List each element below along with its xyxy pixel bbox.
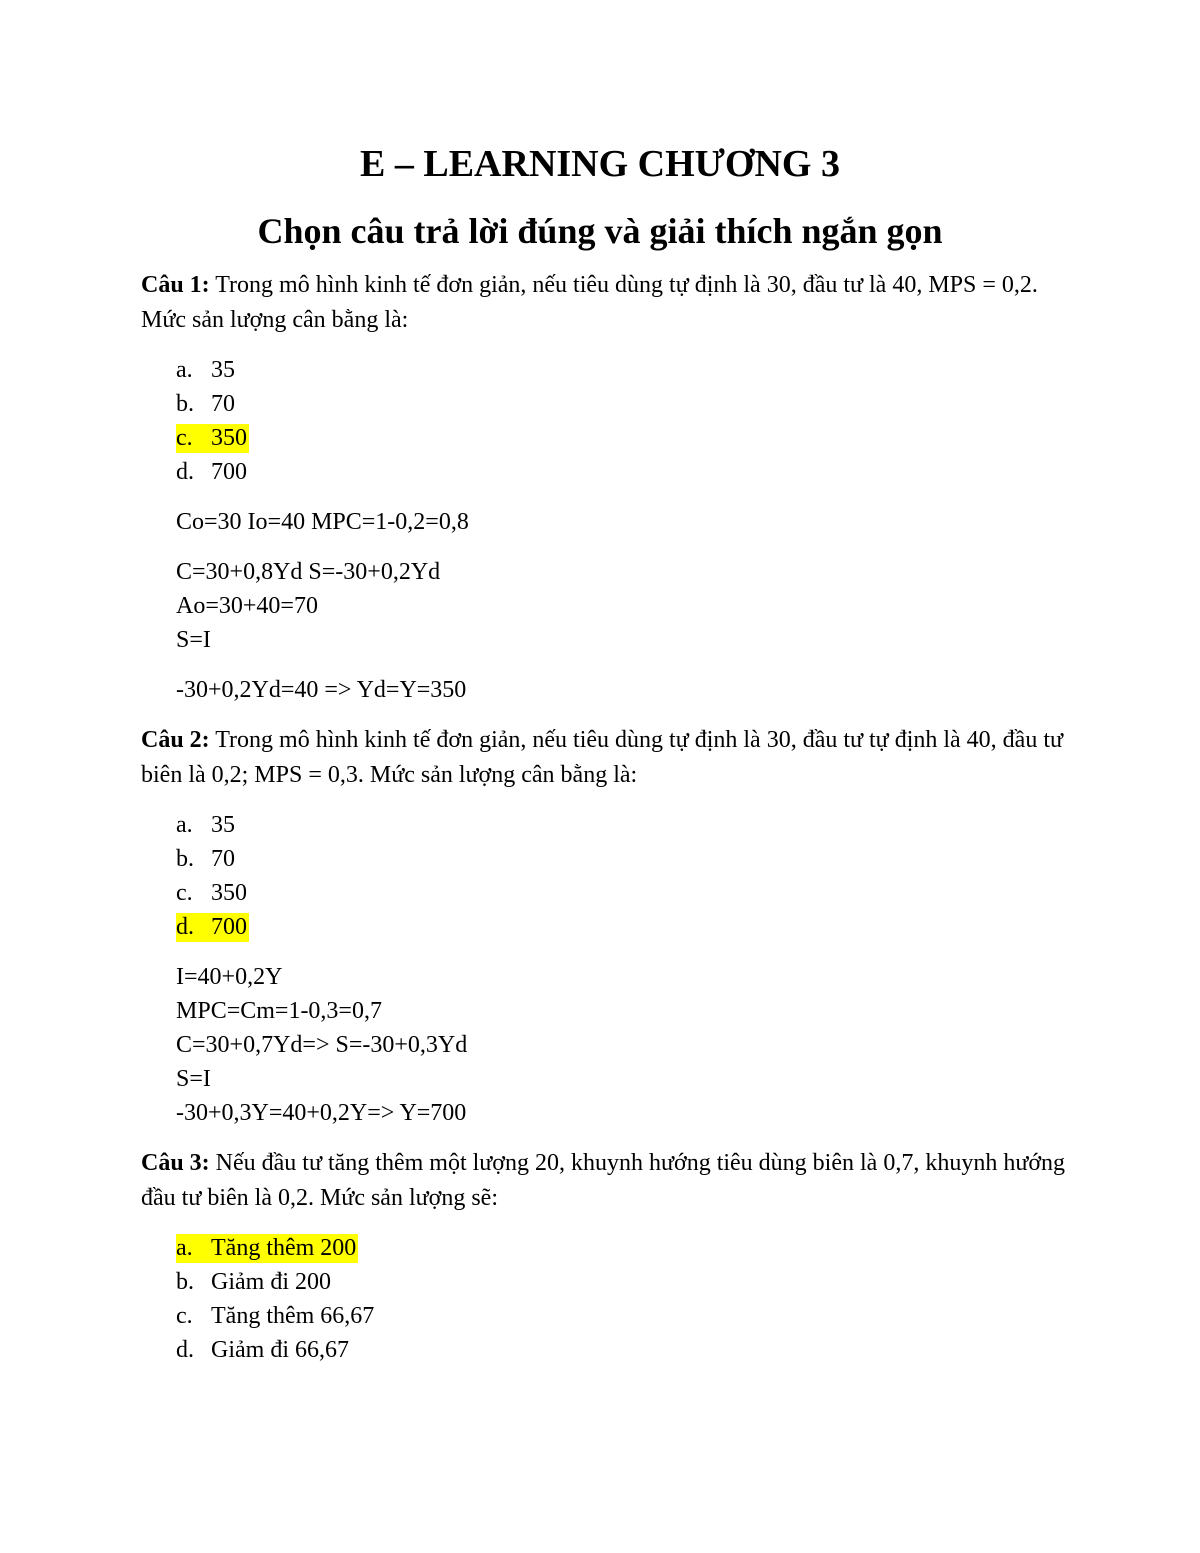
option-text: Giảm đi 200: [211, 1269, 331, 1295]
option-text: Tăng thêm 66,67: [211, 1303, 375, 1329]
option-letter: d.: [176, 1337, 194, 1363]
solution-line: Ao=30+40=70: [176, 593, 318, 619]
answer-option: [176, 1333, 1071, 1367]
highlighted-answer: [176, 913, 249, 942]
solution-block: [176, 555, 1071, 657]
answer-option: [176, 421, 1071, 455]
solution-block: [176, 673, 1071, 707]
answer-options: [141, 808, 1071, 944]
solution-line: -30+0,2Yd=40 => Yd=Y=350: [176, 677, 467, 703]
solution-line: I=40+0,2Y: [176, 964, 283, 990]
question-text: [141, 1146, 1071, 1216]
option-text: Tăng thêm 200: [211, 1235, 357, 1261]
solution-block: [176, 505, 1071, 539]
question-label: Câu 1:: [141, 272, 210, 298]
option-letter: c.: [176, 1303, 193, 1329]
option-text: 70: [211, 391, 235, 417]
question-1: [141, 268, 1071, 707]
answer-text: [176, 390, 237, 419]
question-2: [141, 723, 1071, 1130]
answer-text: [176, 879, 249, 908]
solution-line: S=I: [176, 1066, 211, 1092]
answer-option: [176, 808, 1071, 842]
answer-options: [141, 1231, 1071, 1367]
answer-text: [176, 1268, 333, 1297]
highlighted-answer: [176, 1234, 358, 1263]
solution-line: S=I: [176, 627, 211, 653]
answer-text: [176, 1302, 376, 1331]
answer-option: [176, 842, 1071, 876]
option-text: 70: [211, 846, 235, 872]
questions-container: [141, 268, 1071, 1367]
question-text: [141, 723, 1071, 793]
answer-text: [176, 811, 237, 840]
option-letter: a.: [176, 357, 193, 383]
answer-text: [176, 1336, 351, 1365]
highlighted-answer: [176, 424, 249, 453]
answer-option: [176, 455, 1071, 489]
question-label: Câu 3:: [141, 1150, 210, 1176]
option-text: 35: [211, 812, 235, 838]
document-title: E – LEARNING CHƯƠNG 3: [360, 143, 840, 185]
answer-text: [176, 458, 249, 487]
option-letter: b.: [176, 846, 194, 872]
answer-option: [176, 387, 1071, 421]
option-letter: c.: [176, 425, 193, 451]
question-body: Trong mô hình kinh tế đơn giản, nếu tiêu dùng tự định là 30, đầu tư tự định là 40, đầu tư biên là 0,2; MPS = 0,3. Mức sản lượng cân bằng là:: [141, 727, 1064, 788]
question-body: Nếu đầu tư tăng thêm một lượng 20, khuynh hướng tiêu dùng biên là 0,7, khuynh hướng đầu tư biên là 0,2. Mức sản lượng sẽ:: [141, 1150, 1066, 1211]
solution-line: -30+0,3Y=40+0,2Y=> Y=700: [176, 1100, 467, 1126]
answer-text: [176, 356, 237, 385]
answer-options: [141, 353, 1071, 489]
question-body: Trong mô hình kinh tế đơn giản, nếu tiêu dùng tự định là 30, đầu tư là 40, MPS = 0,2. Mức sản lượng cân bằng là:: [141, 272, 1038, 333]
question-3: [141, 1146, 1071, 1367]
answer-option: [176, 910, 1071, 944]
question-text: [141, 268, 1071, 338]
option-letter: b.: [176, 1269, 194, 1295]
solution-line: C=30+0,8Yd S=-30+0,2Yd: [176, 559, 441, 585]
option-text: 700: [211, 459, 247, 485]
option-text: Giảm đi 66,67: [211, 1337, 349, 1363]
solution-block: [176, 960, 1071, 1130]
option-letter: a.: [176, 812, 193, 838]
option-letter: a.: [176, 1235, 193, 1261]
option-text: 350: [211, 425, 247, 451]
option-letter: d.: [176, 459, 194, 485]
option-letter: b.: [176, 391, 194, 417]
answer-option: [176, 876, 1071, 910]
option-letter: c.: [176, 880, 193, 906]
solution-line: C=30+0,7Yd=> S=-30+0,3Yd: [176, 1032, 468, 1058]
solution-line: MPC=Cm=1-0,3=0,7: [176, 998, 382, 1024]
answer-option: [176, 1299, 1071, 1333]
option-text: 35: [211, 357, 235, 383]
answer-text: [176, 845, 237, 874]
document-subtitle: Chọn câu trả lời đúng và giải thích ngắn gọn: [257, 211, 943, 251]
answer-option: [176, 1231, 1071, 1265]
option-letter: d.: [176, 914, 194, 940]
solution-line: Co=30 Io=40 MPC=1-0,2=0,8: [176, 509, 469, 535]
answer-option: [176, 1265, 1071, 1299]
option-text: 700: [211, 914, 247, 940]
answer-option: [176, 353, 1071, 387]
question-label: Câu 2:: [141, 727, 210, 753]
option-text: 350: [211, 880, 247, 906]
